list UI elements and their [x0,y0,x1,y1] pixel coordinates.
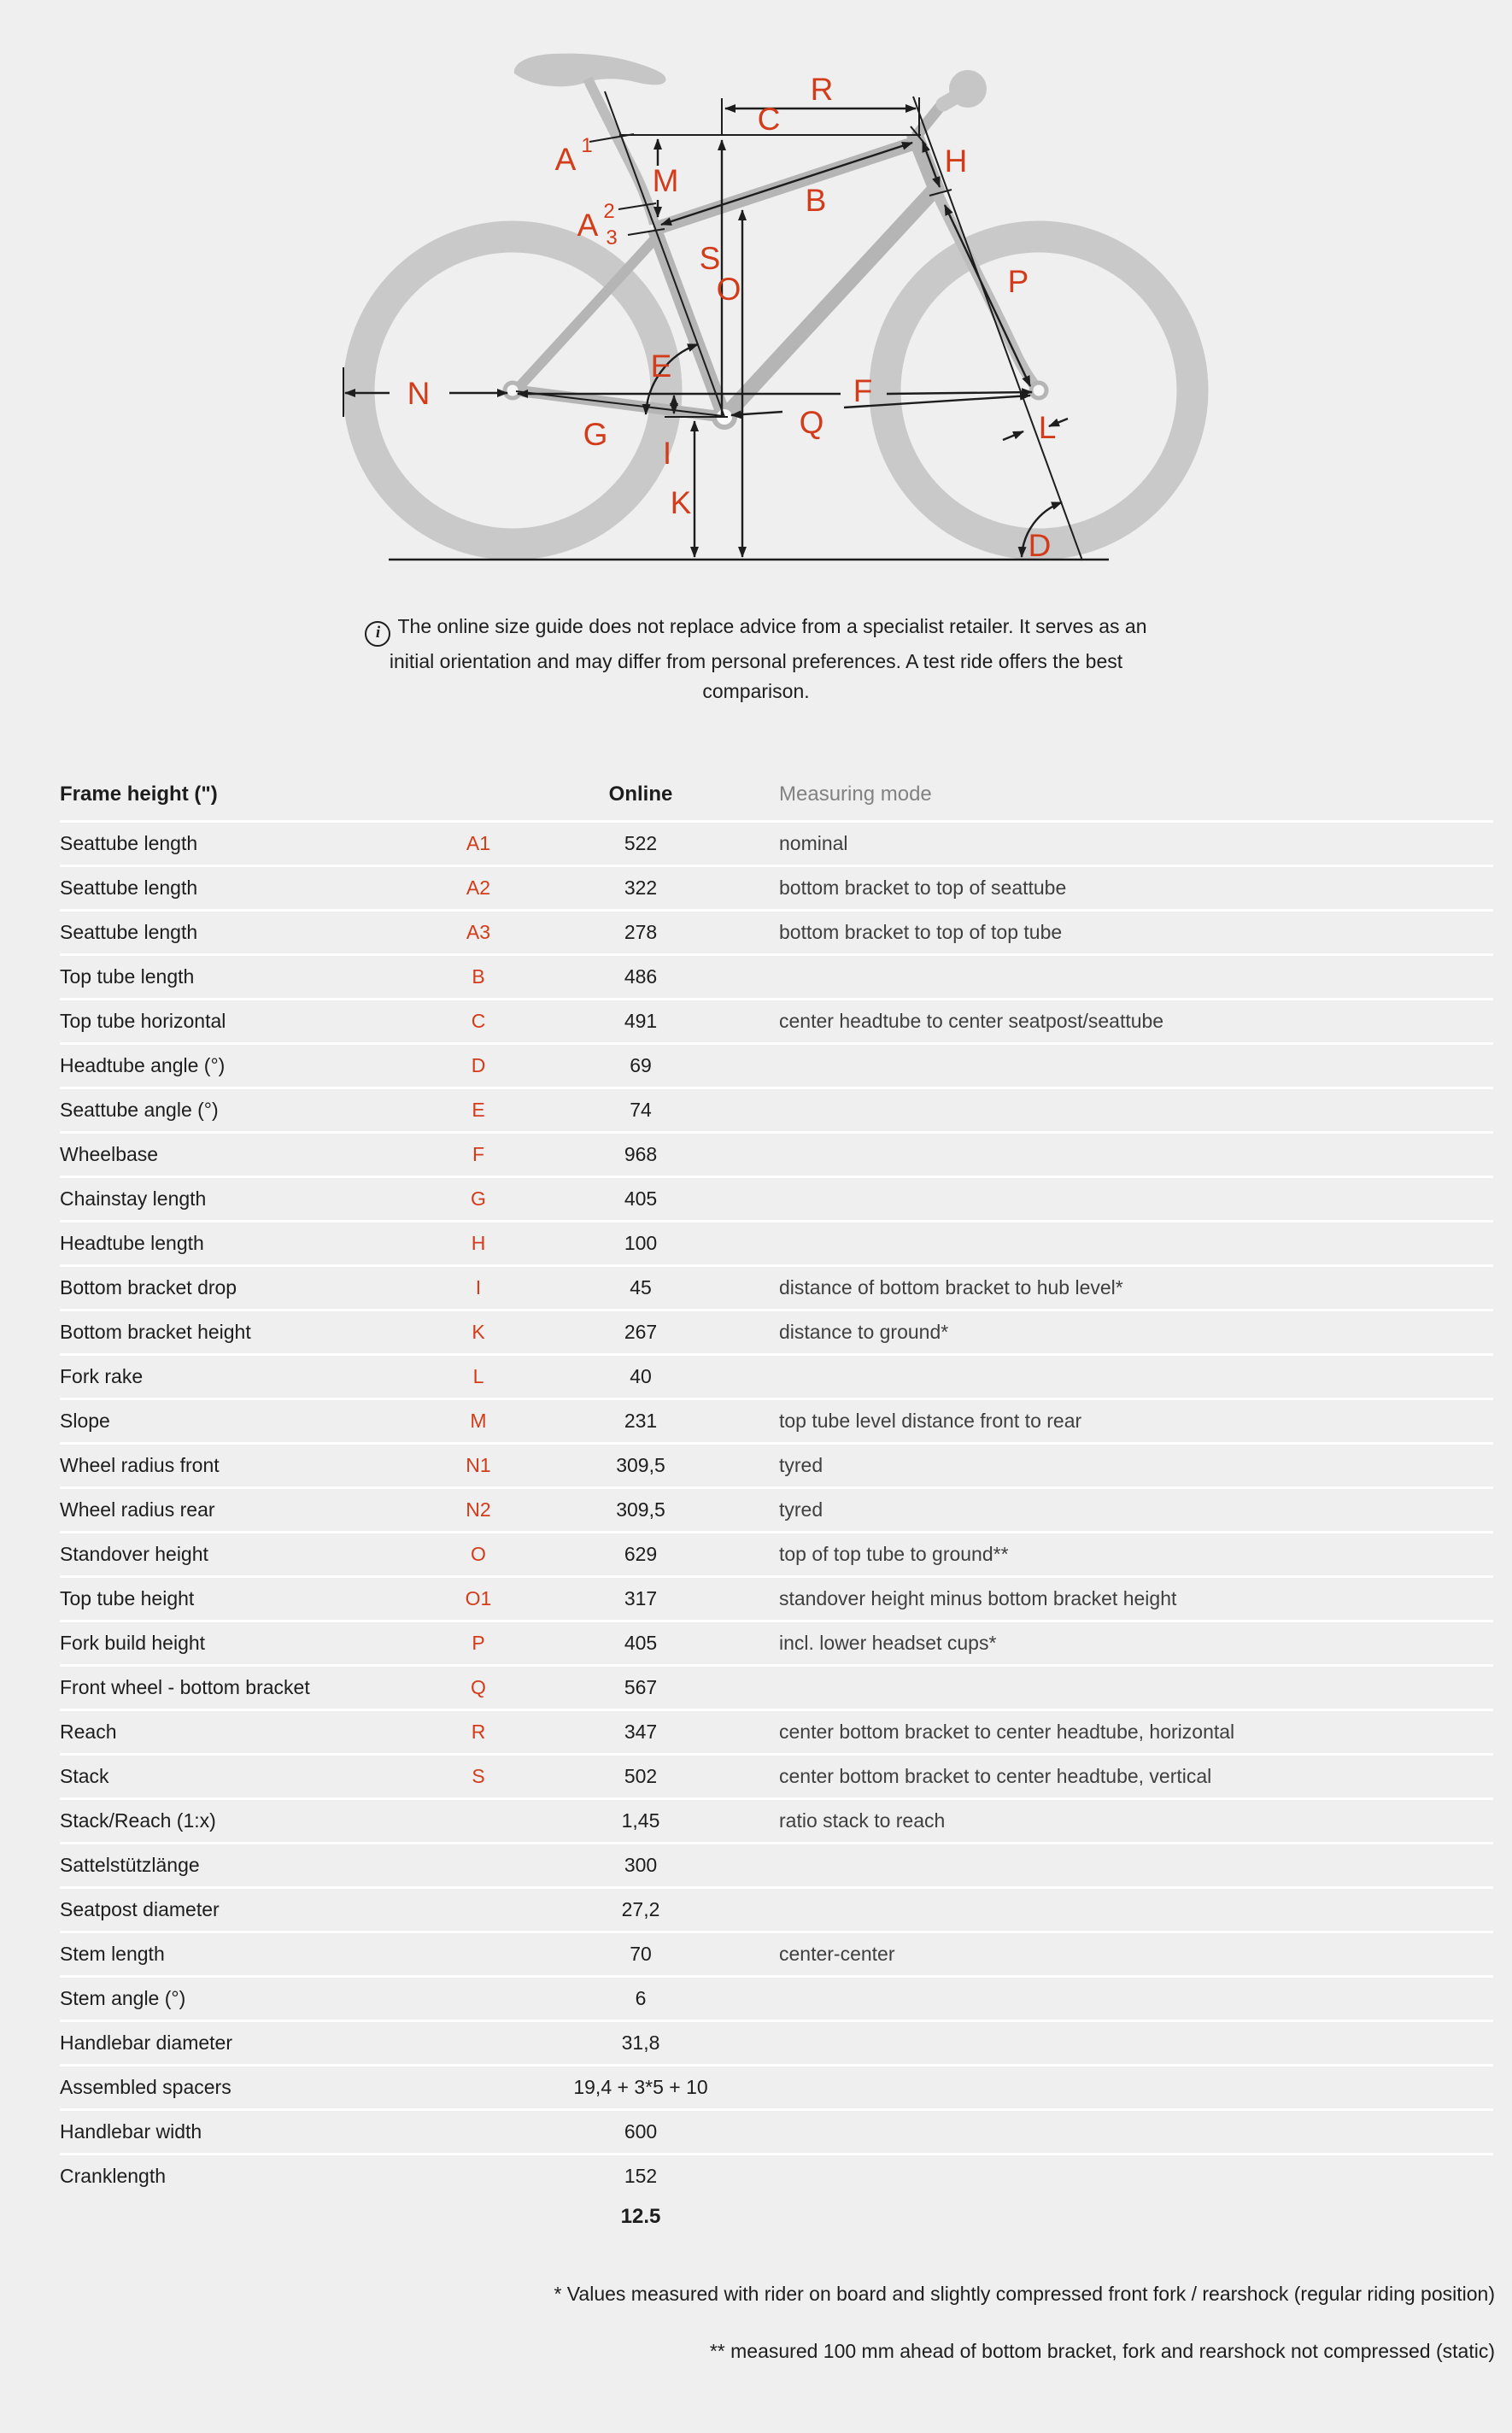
row-label: Top tube length [60,965,195,988]
row-label: Seattube length [60,876,198,899]
table-row [60,2020,1493,2064]
row-measuring-mode: tyred [779,1454,823,1476]
row-value: 491 [624,1010,658,1032]
frame-size-value: 12.5 [620,2205,661,2228]
dimension-letter-N: N [407,376,431,411]
row-label: Fork build height [60,1632,206,1654]
table-row [60,1620,1493,1664]
row-value: 309,5 [616,1498,665,1521]
footnote-single-star: * Values measured with rider on board and slightly compressed front fork / rearshock (regular riding position) [554,2283,1495,2305]
note-text: The online size guide does not replace advice from a specialist retailer. It serves as an initial orientation and may differ from personal preferences. A test ride offers the best comparison. [389,615,1147,702]
handlebar-grip [949,70,987,108]
row-label: Wheel radius front [60,1454,220,1476]
row-code: R [471,1721,486,1743]
dimension-letter-F: F [853,373,873,408]
row-code: S [472,1765,485,1787]
table-row [60,2064,1493,2108]
row-value: 278 [624,921,658,943]
dimension-lines [343,91,1109,560]
row-code: A2 [466,876,491,899]
footnotes [0,2283,1495,2397]
dimension-letter-B: B [805,183,827,218]
table-row [60,1753,1493,1797]
row-measuring-mode: top of top tube to ground** [779,1543,1009,1565]
geometry-table [60,769,1493,2229]
row-code: C [471,1010,486,1032]
dimension-letter-K: K [670,485,692,520]
row-label: Chainstay length [60,1187,207,1210]
dimension-letter-S: S [699,241,721,276]
row-code: N2 [466,1498,491,1521]
table-row [60,865,1493,909]
row-label: Handlebar diameter [60,2031,233,2054]
row-label: Cranklength [60,2165,167,2187]
row-label: Assembled spacers [60,2076,231,2098]
table-row [60,1664,1493,1709]
seatpost [588,79,654,224]
table-row [60,909,1493,953]
row-code: P [472,1632,485,1654]
row-value: 40 [630,1365,652,1387]
row-label: Sattelstützlänge [60,1854,200,1876]
row-measuring-mode: standover height minus bottom bracket height [779,1587,1177,1609]
header-measuring-mode: Measuring mode [779,783,932,806]
table-row [60,1042,1493,1087]
row-label: Bottom bracket height [60,1321,251,1343]
top-tube [654,142,918,229]
size-guide-note [0,612,1512,706]
table-row [60,1220,1493,1264]
table-row [60,998,1493,1042]
dim-G [516,391,723,416]
bike-geometry-diagram [0,0,1512,598]
row-label: Wheelbase [60,1143,159,1165]
row-value: 567 [624,1676,658,1698]
table-body [60,820,1493,2197]
head-tube [914,133,938,193]
row-value: 69 [630,1054,652,1076]
info-icon: i [365,621,390,647]
table-row [60,1709,1493,1753]
table-row [60,1398,1493,1442]
row-value: 1,45 [621,1809,660,1832]
row-code: O1 [465,1587,492,1609]
row-label: Top tube height [60,1587,195,1609]
row-value: 968 [624,1143,658,1165]
row-label: Top tube horizontal [60,1010,226,1032]
row-label: Seatpost diameter [60,1898,220,1920]
table-row [60,2153,1493,2197]
row-value: 486 [624,965,658,988]
row-value: 31,8 [621,2031,660,2054]
dimension-letter-A1: A 1 [554,134,593,177]
table-row [60,1442,1493,1486]
row-code: M [470,1410,487,1432]
table-row [60,1931,1493,1975]
dimension-letter-A23: A 2 3 [577,200,618,249]
row-value: 502 [624,1765,658,1787]
row-code: D [471,1054,486,1076]
row-code: I [475,1276,482,1299]
row-code: O [471,1543,486,1565]
dimension-letter-R: R [810,72,834,107]
row-label: Stem angle (°) [60,1987,186,2009]
row-value: 600 [624,2120,658,2143]
table-row [60,820,1493,865]
table-row [60,1486,1493,1531]
table-row [60,1087,1493,1131]
row-label: Reach [60,1721,117,1743]
row-measuring-mode: top tube level distance front to rear [779,1410,1082,1432]
row-label: Wheel radius rear [60,1498,215,1521]
row-value: 300 [624,1854,658,1876]
dim-B [661,143,912,225]
table-row [60,1531,1493,1575]
table-row [60,1842,1493,1886]
dimension-letter-O: O [716,272,741,307]
row-measuring-mode: incl. lower headset cups* [779,1632,997,1654]
row-value: 74 [630,1099,652,1121]
table-row [60,1575,1493,1620]
rear-hub [505,383,520,398]
header-online: Online [608,783,673,806]
dimension-letter-E: E [650,349,672,384]
row-value: 522 [624,832,658,854]
row-measuring-mode: center bottom bracket to center headtube, vertical [779,1765,1212,1787]
row-label: Stem length [60,1943,165,1965]
row-label: Stack [60,1765,109,1787]
table-row [60,1264,1493,1309]
table-row [60,2108,1493,2153]
footnote-double-star: ** measured 100 mm ahead of bottom bracket, fork and rearshock not compressed (static) [709,2340,1495,2362]
row-value: 231 [624,1410,658,1432]
row-label: Seattube length [60,832,198,854]
row-value: 6 [635,1987,647,2009]
row-code: K [472,1321,485,1343]
dimension-letter-G: G [583,417,608,452]
row-measuring-mode: distance to ground* [779,1321,949,1343]
row-label: Headtube angle (°) [60,1054,226,1076]
row-value: 317 [624,1587,658,1609]
row-label: Standover height [60,1543,208,1565]
row-code: A1 [466,832,491,854]
row-measuring-mode: center-center [779,1943,895,1965]
dimension-letter-I: I [662,436,672,471]
row-code: B [472,965,485,988]
row-measuring-mode: nominal [779,832,848,854]
dimension-letter-M: M [652,163,679,198]
row-label: Seattube angle (°) [60,1099,219,1121]
row-measuring-mode: center bottom bracket to center headtube, horizontal [779,1721,1235,1743]
table-header [60,769,1493,820]
table-row [60,1353,1493,1398]
row-measuring-mode: tyred [779,1498,823,1521]
row-measuring-mode: bottom bracket to top of top tube [779,921,1063,943]
row-value: 45 [630,1276,652,1299]
row-label: Stack/Reach (1:x) [60,1809,216,1832]
row-measuring-mode: center headtube to center seatpost/seattube [779,1010,1164,1032]
table-row [60,1309,1493,1353]
table-row [60,1131,1493,1175]
table-footer [60,2205,1493,2229]
row-label: Slope [60,1410,110,1432]
dimension-letter-L: L [1038,410,1057,445]
row-value: 347 [624,1721,658,1743]
row-measuring-mode: distance of bottom bracket to hub level* [779,1276,1123,1299]
row-value: 100 [624,1232,658,1254]
row-value: 322 [624,876,658,899]
row-code: N1 [466,1454,491,1476]
row-code: A3 [466,921,491,943]
header-frame-height: Frame height (") [60,783,218,806]
row-label: Fork rake [60,1365,144,1387]
row-label: Front wheel - bottom bracket [60,1676,310,1698]
row-code: E [472,1099,485,1121]
row-value: 405 [624,1187,658,1210]
row-value: 309,5 [616,1454,665,1476]
row-value: 19,4 + 3*5 + 10 [573,2076,708,2098]
dimension-letter-D: D [1028,528,1052,563]
row-value: 152 [624,2165,658,2187]
row-label: Seattube length [60,921,198,943]
table-row [60,1175,1493,1220]
row-label: Headtube length [60,1232,204,1254]
dimension-letter-C: C [757,102,781,137]
row-code: F [472,1143,485,1165]
dimension-letters [407,72,1057,563]
table-row [60,1975,1493,2020]
row-measuring-mode: bottom bracket to top of seattube [779,876,1067,899]
row-value: 629 [624,1543,658,1565]
row-code: G [471,1187,486,1210]
row-value: 27,2 [621,1898,660,1920]
row-label: Bottom bracket drop [60,1276,237,1299]
table-row [60,953,1493,998]
dimension-letter-Q: Q [799,405,824,440]
row-label: Handlebar width [60,2120,202,2143]
row-measuring-mode: ratio stack to reach [779,1809,946,1832]
front-hub [1031,383,1046,398]
row-value: 267 [624,1321,658,1343]
row-code: Q [471,1676,486,1698]
dimension-letter-P: P [1007,264,1029,299]
row-value: 70 [630,1943,652,1965]
row-value: 405 [624,1632,658,1654]
row-code: L [472,1365,484,1387]
row-code: H [471,1232,486,1254]
dim-L [1003,431,1023,440]
table-row [60,1886,1493,1931]
table-row [60,1797,1493,1842]
dimension-letter-H: H [944,144,968,179]
